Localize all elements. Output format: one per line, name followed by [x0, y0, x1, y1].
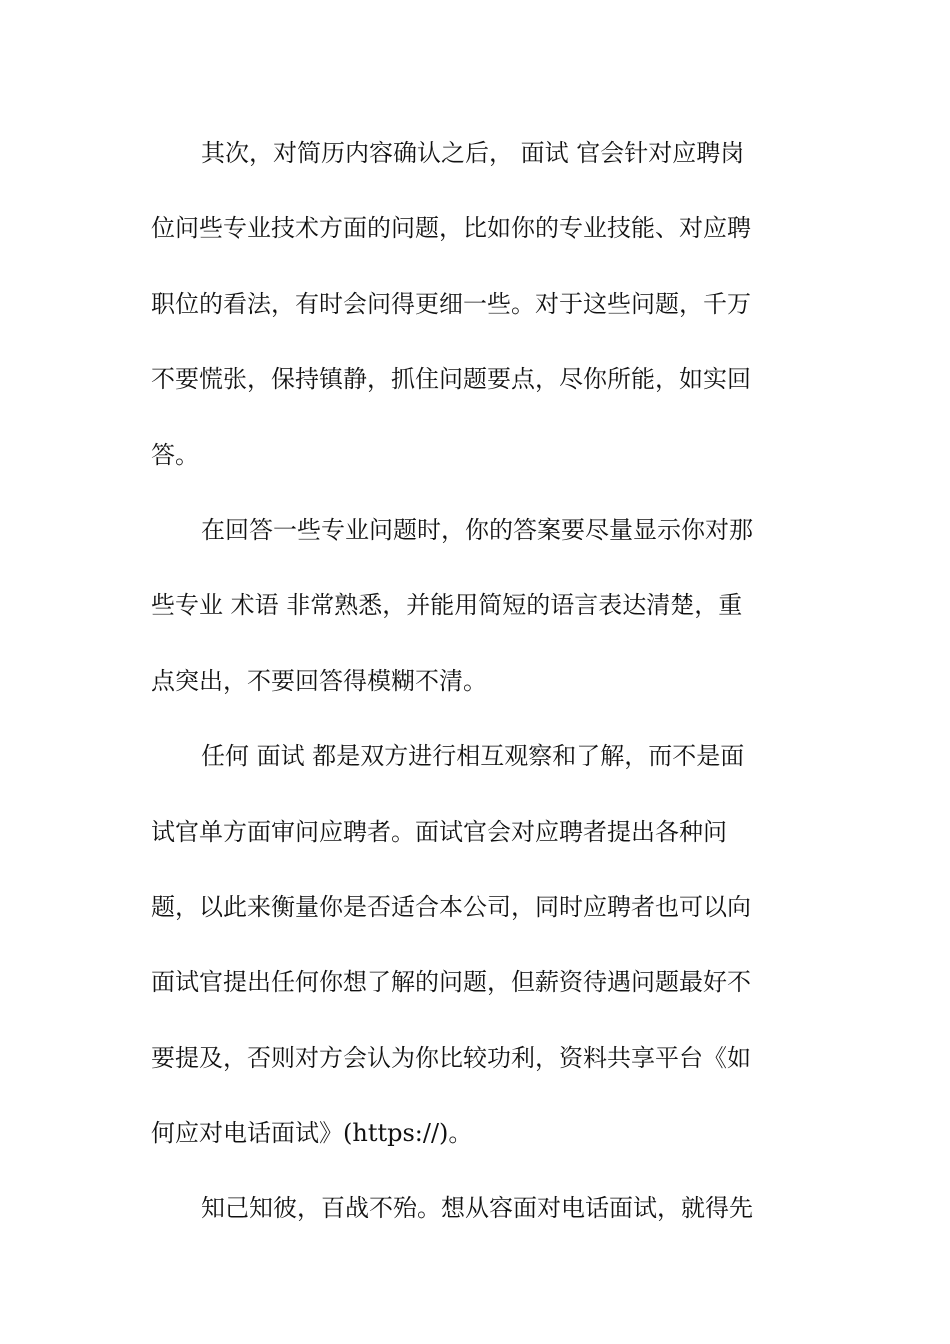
text-line: 在回答一些专业问题时，你的答案要尽量显示你对那	[201, 515, 753, 544]
text-line: 任何 面试 都是双方进行相互观察和了解，而不是面	[201, 742, 745, 771]
paragraph-3	[151, 726, 791, 1178]
text-line: 试官单方面审问应聘者。面试官会对应聘者提出各种问	[151, 817, 727, 846]
text-line: 面试官提出任何你想了解的问题，但薪资待遇问题最好不	[151, 968, 751, 997]
text-line: 点突出，不要回答得模糊不清。	[151, 666, 487, 695]
text-line: 题，以此来衡量你是否适合本公司，同时应聘者也可以向	[151, 892, 751, 921]
text-line: 不要慌张，保持镇静，抓住问题要点，尽你所能，如实回	[151, 365, 751, 394]
text-line: 知己知彼，百战不殆。想从容面对电话面试，就得先	[201, 1194, 753, 1223]
paragraph-2	[151, 500, 791, 726]
text-line: 些专业 术语 非常熟悉，并能用简短的语言表达清楚，重	[151, 591, 743, 620]
text-line: 答。	[151, 440, 199, 469]
text-line: 职位的看法，有时会问得更细一些。对于这些问题，千万	[151, 289, 751, 318]
text-line: 其次，对简历内容确认之后， 面试 官会针对应聘岗	[201, 139, 745, 167]
paragraph-1	[151, 123, 791, 500]
text-line: 要提及，否则对方会认为你比较功利，资料共享平台《如	[151, 1043, 751, 1072]
text-line: 位问些专业技术方面的问题，比如你的专业技能、对应聘	[151, 214, 751, 243]
document-body	[151, 123, 791, 1254]
paragraph-4	[151, 1178, 791, 1253]
text-line: 何应对电话面试》(https://)。	[151, 1119, 473, 1148]
